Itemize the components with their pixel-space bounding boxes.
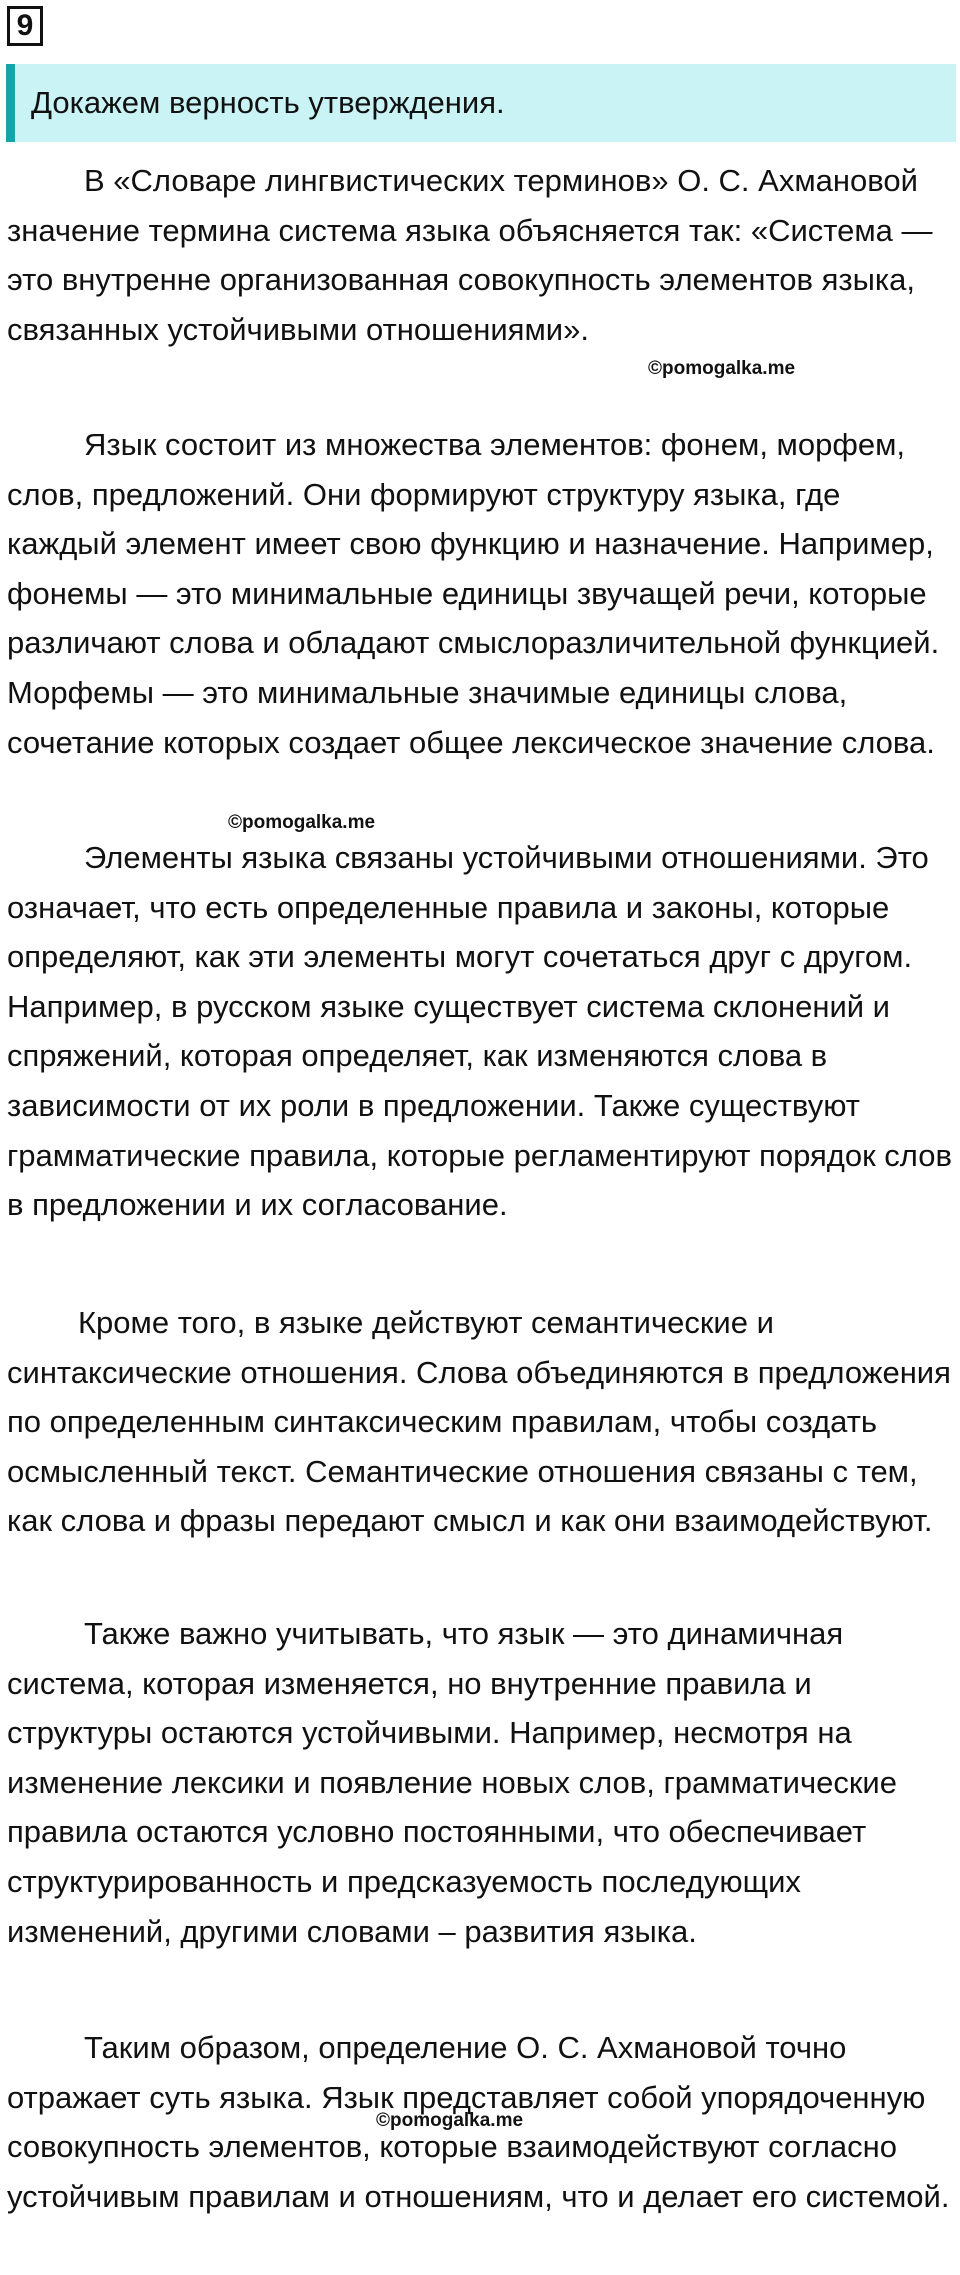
heading-bar: [6, 64, 956, 142]
paragraph-relations: Элементы языка связаны устойчивыми отношениями. Это означает, что есть определенные правила и законы, которые определяют, как эти элементы могут сочетаться друг с другом. Например, в русском языке существует система склонений и спряжений, которая определяет, как изменяются слова в зависимости от их роли в предложении. Также существуют грамматические правила, которые регламентируют порядок слов в предложении и их согласование.: [7, 840, 952, 1223]
paragraph-definition: В «Словаре лингвистических терминов» О. С. Ахмановой значение термина система языка объясняется так: «Система — это внутренне организованная совокупность элементов языка, связанных устойчивыми отношениями».: [7, 163, 933, 347]
watermark-3: ©pomogalka.me: [376, 2110, 524, 2131]
watermark-2: ©pomogalka.me: [228, 812, 376, 833]
watermark-1: ©pomogalka.me: [648, 358, 796, 379]
paragraph-semantics: Кроме того, в языке действуют семантические и синтаксические отношения. Слова объединяются в предложения по определенным синтаксическим правилам, чтобы создать осмысленный текст. Семантические отношения связаны с тем, как слова и фразы передают смысл и как они взаимодействуют.: [7, 1305, 951, 1539]
paragraph-conclusion: Таким образом, определение О. С. Ахмановой точно отражает суть языка. Язык представляет собой упорядоченную совокупность элементов, которые взаимодействуют согласно устойчивым правилам и отношениям, что и делает его системой.: [7, 2030, 950, 2214]
task-number-box: 9: [7, 6, 43, 46]
paragraph-elements: Язык состоит из множества элементов: фонем, морфем, слов, предложений. Они формируют структуру языка, где каждый элемент имеет свою функцию и назначение. Например, фонемы — это минимальные единицы звучащей речи, которые различают слова и обладают смыслоразличительной функцией. Морфемы — это минимальные значимые единицы слова, сочетание которых создает общее лексическое значение слова.: [7, 427, 940, 760]
paragraph-dynamics: Также важно учитывать, что язык — это динамичная система, которая изменяется, но внутренние правила и структуры остаются устойчивыми. Например, несмотря на изменение лексики и появление новых слов, грамматические правила остаются условно постоянными, что обеспечивает структурированность и предсказуемость последующих изменений, другими словами – развития языка.: [7, 1616, 897, 1949]
heading-text: Докажем верность утверждения.: [31, 85, 505, 120]
